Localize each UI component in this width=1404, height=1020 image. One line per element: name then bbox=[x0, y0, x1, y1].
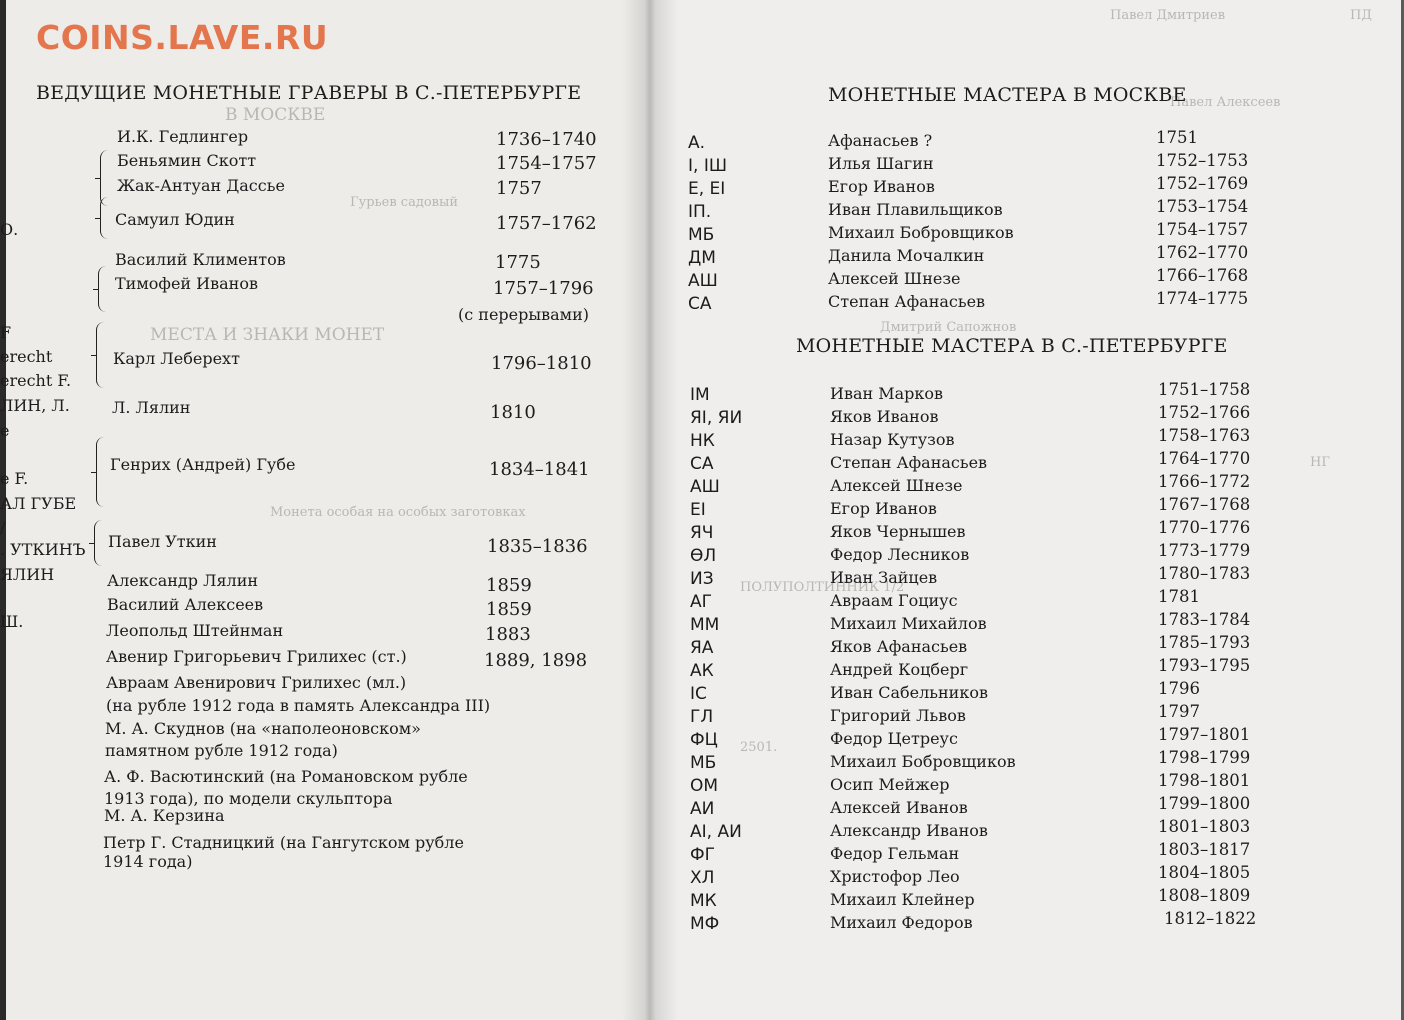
mint-mark: СА bbox=[688, 294, 712, 314]
master-years: 1808–1809 bbox=[1158, 886, 1251, 905]
master-name: Михаил Бобровщиков bbox=[830, 752, 1016, 771]
master-name: Алексей Шнезе bbox=[830, 476, 963, 495]
master-years: 1766–1768 bbox=[1156, 266, 1249, 285]
mint-mark: ОМ bbox=[690, 776, 719, 796]
master-years: 1752–1753 bbox=[1156, 151, 1249, 170]
note-line: 1913 года), по модели скульптора bbox=[104, 789, 393, 808]
brace bbox=[96, 437, 105, 507]
master-years: 1758–1763 bbox=[1158, 426, 1251, 445]
master-name: Федор Цетреус bbox=[830, 729, 958, 748]
master-name: Андрей Коцберг bbox=[830, 660, 969, 679]
master-name: Егор Иванов bbox=[828, 177, 935, 196]
master-name: Афанасьев ? bbox=[828, 131, 933, 150]
engraver-name: Василий Алексеев bbox=[107, 595, 264, 614]
cut-margin-text: Ш. bbox=[0, 612, 24, 631]
cut-margin-text: erecht bbox=[0, 347, 53, 366]
mint-mark: IП. bbox=[688, 202, 712, 222]
mint-mark: МБ bbox=[690, 753, 717, 773]
engraver-name: Жак-Антуан Дассье bbox=[117, 176, 285, 195]
engraver-years: 1883 bbox=[485, 624, 531, 645]
mint-mark: АШ bbox=[688, 271, 718, 291]
mint-mark: АГ bbox=[690, 592, 712, 612]
mint-mark: ММ bbox=[690, 615, 720, 635]
master-name: Осип Мейжер bbox=[830, 775, 950, 794]
note-line: памятном рубле 1912 года) bbox=[105, 741, 338, 760]
master-name: Михаил Михайлов bbox=[830, 614, 987, 633]
master-years: 1798–1801 bbox=[1158, 771, 1251, 790]
master-name: Алексей Иванов bbox=[830, 798, 968, 817]
mint-mark: ИЗ bbox=[690, 569, 714, 589]
cut-margin-text: / bbox=[0, 518, 6, 537]
mint-mark: ГЛ bbox=[690, 707, 714, 727]
mint-mark: ЯI, ЯИ bbox=[690, 408, 743, 428]
master-name: Егор Иванов bbox=[830, 499, 937, 518]
master-name: Александр Иванов bbox=[830, 821, 988, 840]
master-name: Иван Марков bbox=[830, 384, 944, 403]
brace bbox=[94, 520, 103, 566]
master-years: 1797–1801 bbox=[1158, 725, 1251, 744]
master-years: 1754–1757 bbox=[1156, 220, 1249, 239]
cut-margin-text: e F. bbox=[0, 469, 29, 488]
master-name: Федор Лесников bbox=[830, 545, 970, 564]
master-name: Григорий Львов bbox=[830, 706, 966, 725]
master-name: Назар Кутузов bbox=[830, 430, 955, 449]
mint-mark: Е, ЕI bbox=[688, 179, 726, 199]
mint-mark: АК bbox=[690, 661, 714, 681]
engraver-years: 1835–1836 bbox=[487, 536, 588, 557]
cut-margin-text: ЯЛИН bbox=[0, 565, 55, 584]
master-years: 1764–1770 bbox=[1158, 449, 1251, 468]
master-name: Авраам Гоциус bbox=[830, 591, 958, 610]
master-name: Степан Афанасьев bbox=[830, 453, 988, 472]
master-name: Илья Шагин bbox=[828, 154, 934, 173]
master-name: Михаил Клейнер bbox=[830, 890, 975, 909]
master-years: 1804–1805 bbox=[1158, 863, 1251, 882]
right-page: Павел Дмитриев ПД Павел Алексеев Дмитрий Сапожнов НГ ПОЛУПОЛТИННИК 1/2 2501. МОНЕТНЫЕ МАСТЕРА В МОСКВЕ А. Афанасьев ? 1751 I, IШ Илья Шагин 1752–1753 Е, ЕI Егор Иванов 1752–1769 IП. Иван Плавильщиков 1753–1754 МБ Михаил Бобровщиков 1754–1757 ДМ Данила Мочалкин 1762–1770 АШ Алексей Шнезе 1766–1768 СА Степан Афанасьев 1774–1775 МОНЕТНЫЕ МАСТЕРА В С.-ПЕТЕРБУРГЕ IМ Иван Марков 1751–1758 ЯI, ЯИ Яков Иванов 1752–1766 НК Назар Кутузов 1758–1763 СА Степан Афанасьев 1764–1770 АШ Алексей Шнезе 1766–1772 ЕI Егор Иванов 1767–1768 ЯЧ Яков Чернышев 1770–1776 ѲЛ Федор Лесников 1773–1779 ИЗ Иван Зайцев 1780–1783 АГ Авраам Гоциус 1781 ММ Михаил Михайлов 1783–1784 ЯА Яков Афанасьев 1785–1793 АК Андрей Коцберг 1793–1795 IС Иван Сабельников 1796 ГЛ Григорий Львов 1797 ФЦ Федор Цетреус 1797–1801 МБ Михаил Бобровщиков 1798–1799 ОМ Осип Мейжер 1798–1801 АИ Алексей Иванов 1799–1800 АI, АИ Александр Иванов 1801–1803 ФГ Федор Гельман 1803–1817 ХЛ Христофор Лео 1804–1805 МК Михаил Клейнер 1808–1809 МФ Михаил Федоров 1812–1822 bbox=[650, 0, 1404, 1020]
mint-mark: I, IШ bbox=[688, 156, 728, 176]
engraver-years: 1889, 1898 bbox=[484, 650, 588, 671]
master-name: Иван Зайцев bbox=[830, 568, 938, 587]
engraver-years: 1757–1762 bbox=[496, 213, 597, 234]
engraver-years: 1757 bbox=[496, 178, 542, 199]
master-years: 1773–1779 bbox=[1158, 541, 1251, 560]
mint-mark: IС bbox=[690, 684, 707, 704]
brace bbox=[100, 197, 109, 239]
master-years: 1766–1772 bbox=[1158, 472, 1251, 491]
brace bbox=[96, 322, 105, 388]
left-page-title: ВЕДУЩИЕ МОНЕТНЫЕ ГРАВЕРЫ В С.-ПЕТЕРБУРГЕ bbox=[36, 82, 582, 104]
mint-mark: А. bbox=[688, 133, 706, 153]
master-years: 1751 bbox=[1156, 128, 1198, 147]
master-years: 1799–1800 bbox=[1158, 794, 1251, 813]
master-years: 1803–1817 bbox=[1158, 840, 1251, 859]
master-name: Степан Афанасьев bbox=[828, 292, 986, 311]
mint-mark: ФЦ bbox=[690, 730, 718, 750]
engraver-years: 1775 bbox=[495, 252, 541, 273]
moscow-masters-title: МОНЕТНЫЕ МАСТЕРА В МОСКВЕ bbox=[828, 84, 1187, 106]
engraver-name: Генрих (Андрей) Губе bbox=[110, 455, 296, 474]
note-line: 1914 года) bbox=[103, 852, 193, 871]
master-name: Яков Иванов bbox=[830, 407, 939, 426]
master-years: 1783–1784 bbox=[1158, 610, 1251, 629]
spb-masters-title: МОНЕТНЫЕ МАСТЕРА В С.-ПЕТЕРБУРГЕ bbox=[796, 335, 1228, 357]
master-years: 1762–1770 bbox=[1156, 243, 1249, 262]
engraver-years: 1796–1810 bbox=[491, 353, 592, 374]
mint-mark: IМ bbox=[690, 385, 710, 405]
engraver-name: Леопольд Штейнман bbox=[106, 621, 284, 640]
engraver-name: Павел Уткин bbox=[108, 532, 217, 551]
engraver-name: Александр Лялин bbox=[107, 571, 259, 590]
master-years: 1796 bbox=[1158, 679, 1200, 698]
engraver-name: Василий Климентов bbox=[115, 250, 286, 269]
engraver-years: 1834–1841 bbox=[489, 459, 590, 480]
mint-mark: МБ bbox=[688, 225, 715, 245]
engraver-years: 1810 bbox=[490, 402, 536, 423]
master-years: 1780–1783 bbox=[1158, 564, 1251, 583]
engraver-name: Авенир Григорьевич Грилихес (ст.) bbox=[106, 647, 407, 666]
master-years: 1767–1768 bbox=[1158, 495, 1251, 514]
cut-margin-text: F bbox=[0, 323, 12, 342]
master-years: 1770–1776 bbox=[1158, 518, 1251, 537]
cut-margin-text: АЛ ГУБЕ bbox=[0, 494, 77, 513]
engraver-name: Самуил Юдин bbox=[115, 210, 235, 229]
master-name: Михаил Федоров bbox=[830, 913, 973, 932]
note-line: Петр Г. Стадницкий (на Гангутском рубле bbox=[103, 833, 464, 852]
mint-mark: ѲЛ bbox=[690, 546, 717, 566]
mint-mark: АШ bbox=[690, 477, 720, 497]
cut-margin-text: erecht F. bbox=[0, 371, 72, 390]
mint-mark: АI, АИ bbox=[690, 822, 742, 842]
note-line: М. А. Скуднов (на «наполеоновском» bbox=[105, 719, 421, 738]
master-name: Яков Чернышев bbox=[830, 522, 966, 541]
mint-mark: НК bbox=[690, 431, 715, 451]
interruptions-note: (с перерывами) bbox=[458, 305, 590, 324]
left-page: В МОСКВЕ Гурьев садовый МЕСТА И ЗНАКИ МОНЕТ Монета особая на особых заготовках COINS.LAVE.RU ВЕДУЩИЕ МОНЕТНЫЕ ГРАВЕРЫ В С.-ПЕТЕРБУРГЕ О. F erecht erecht F. ЛИН, Л. e e F. АЛ ГУБЕ / . УТКИНЪ ЯЛИН Ш. И.К. Гедлингер 1736–1740 Беньямин Скотт 1754–1757 Жак-Антуан Дассье 1757 Самуил Юдин 1757–1762 Василий Климентов 1775 Тимофей Иванов 1757–1796 (с перерывами) Карл Леберехт 1796–1810 Л. Лялин 1810 Генрих (Андрей) Губе 1834–1841 Павел Уткин 1835–1836 Александр Лялин 1859 Василий Алексеев 1859 Леопольд Штейнман 1883 Авенир Григорьевич Грилихес (ст.) 1889, 1898 Авраам Авенирович Грилихес (мл.) (на рубле 1912 года в память Александра III) М. А. Скуднов (на «наполеоновском» памятном рубле 1912 года) А. Ф. Васютинский (на Романовском рубле 1913 года), по модели скульптора М. А. Керзина Петр Г. Стадницкий (на Гангутском рубле 1914 года) bbox=[0, 0, 650, 1020]
master-name: Михаил Бобровщиков bbox=[828, 223, 1014, 242]
cut-margin-text: . УТКИНЪ bbox=[0, 540, 86, 559]
master-years: 1797 bbox=[1158, 702, 1200, 721]
cut-margin-text: О. bbox=[0, 220, 19, 239]
master-years: 1801–1803 bbox=[1158, 817, 1251, 836]
engraver-name: Беньямин Скотт bbox=[117, 151, 257, 170]
master-years: 1753–1754 bbox=[1156, 197, 1249, 216]
engraver-name: Л. Лялин bbox=[112, 398, 191, 417]
master-name: Данила Мочалкин bbox=[828, 246, 985, 265]
mint-mark: МК bbox=[690, 891, 717, 911]
cut-margin-text: ЛИН, Л. bbox=[0, 396, 70, 415]
master-name: Иван Плавильщиков bbox=[828, 200, 1003, 219]
mint-mark: ХЛ bbox=[690, 868, 715, 888]
engraver-name: И.К. Гедлингер bbox=[117, 127, 249, 146]
note-line: Авраам Авенирович Грилихес (мл.) bbox=[106, 673, 407, 692]
master-years: 1793–1795 bbox=[1158, 656, 1251, 675]
master-years: 1752–1766 bbox=[1158, 403, 1251, 422]
master-years: 1751–1758 bbox=[1158, 380, 1251, 399]
master-years: 1774–1775 bbox=[1156, 289, 1249, 308]
engraver-years: 1859 bbox=[486, 575, 532, 596]
master-years: 1781 bbox=[1158, 587, 1200, 606]
cut-margin-text: e bbox=[0, 421, 10, 440]
engraver-name: Тимофей Иванов bbox=[115, 274, 258, 293]
brace bbox=[98, 266, 107, 312]
mint-mark: ЕI bbox=[690, 500, 706, 520]
mint-mark: ФГ bbox=[690, 845, 716, 865]
mint-mark: МФ bbox=[690, 914, 720, 934]
engraver-years: 1757–1796 bbox=[493, 278, 594, 299]
master-name: Федор Гельман bbox=[830, 844, 960, 863]
note-line: (на рубле 1912 года в память Александра III) bbox=[106, 696, 491, 715]
engraver-years: 1859 bbox=[486, 599, 532, 620]
watermark: COINS.LAVE.RU bbox=[36, 18, 329, 57]
engraver-years: 1754–1757 bbox=[496, 153, 597, 174]
master-years: 1785–1793 bbox=[1158, 633, 1251, 652]
mint-mark: СА bbox=[690, 454, 714, 474]
note-line: А. Ф. Васютинский (на Романовском рубле bbox=[104, 767, 468, 786]
master-name: Алексей Шнезе bbox=[828, 269, 961, 288]
master-years: 1812–1822 bbox=[1164, 909, 1257, 928]
master-name: Иван Сабельников bbox=[830, 683, 988, 702]
mint-mark: ЯА bbox=[690, 638, 714, 658]
master-years: 1798–1799 bbox=[1158, 748, 1251, 767]
engraver-name: Карл Леберехт bbox=[113, 349, 240, 368]
master-name: Яков Афанасьев bbox=[830, 637, 968, 656]
mint-mark: ДМ bbox=[688, 248, 716, 268]
master-years: 1752–1769 bbox=[1156, 174, 1249, 193]
engraver-years: 1736–1740 bbox=[496, 129, 597, 150]
note-line: М. А. Керзина bbox=[104, 806, 225, 825]
master-name: Христофор Лео bbox=[830, 867, 960, 886]
mint-mark: АИ bbox=[690, 799, 715, 819]
mint-mark: ЯЧ bbox=[690, 523, 714, 543]
